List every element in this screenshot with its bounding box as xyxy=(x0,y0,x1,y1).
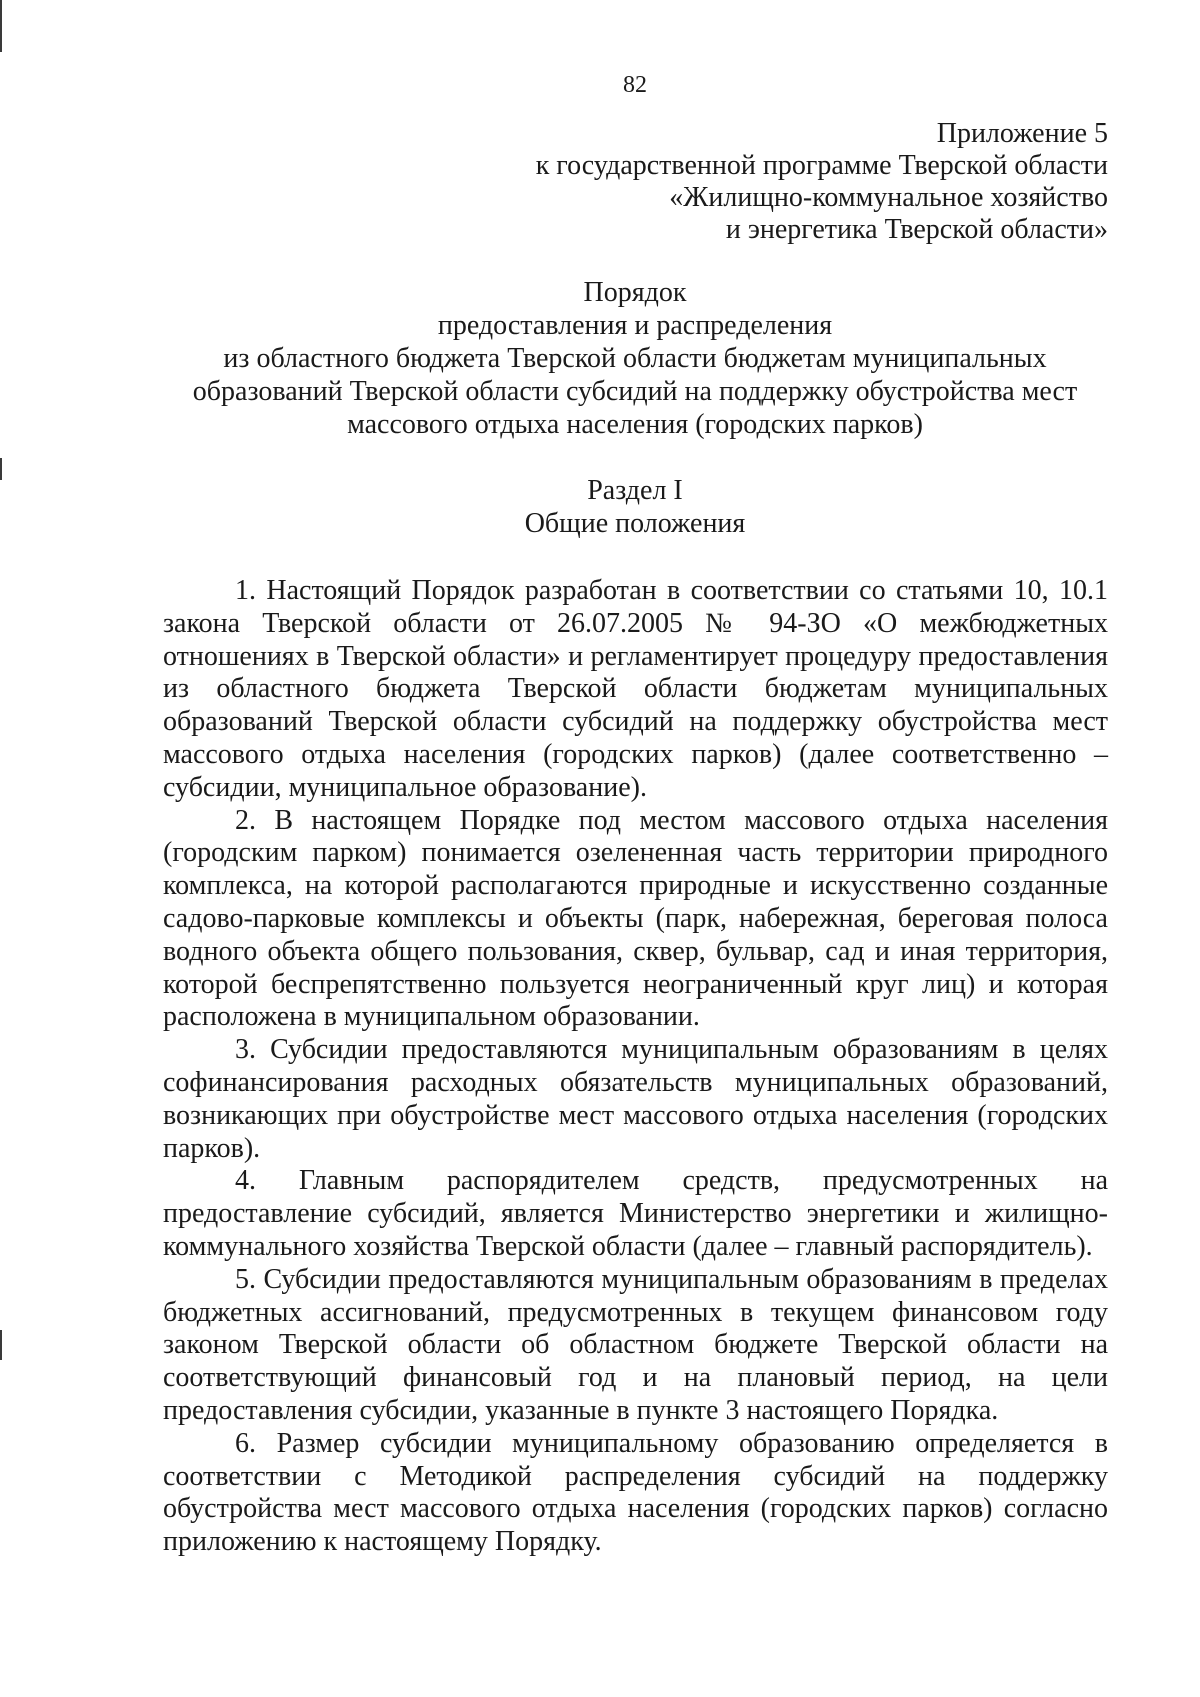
paragraph-2: 2. В настоящем Порядке под местом массового отдыха населения (городским парком) понимается озелененная часть территории природного комплекса, на которой располагаются природные и искусственно созданные садово-парковые комплексы и объекты (парк, набережная, береговая полоса водного объекта общего пользования, сквер, бульвар, сад и иная территория, которой беспрепятственно пользуется неограниченный круг лиц) и которая расположена в муниципальном образовании. xyxy=(163,804,1108,1033)
paragraph-1: 1. Настоящий Порядок разработан в соответствии со статьями 10, 10.1 закона Тверской области от 26.07.2005 № 94-ЗО «О межбюджетных отношениях в Тверской области» и регламентирует процедуру предоставления из областного бюджета Тверской области бюджетам муниципальных образований Тверской области субсидий на поддержку обустройства мест массового отдыха населения (городских парков) (далее соответственно – субсидии, муниципальное образование). xyxy=(163,575,1108,803)
section-number: Раздел I xyxy=(587,475,683,506)
title-line: массового отдыха населения (городских парков) xyxy=(347,409,923,440)
paragraph-3: 3. Субсидии предоставляются муниципальным образованиям в целях софинансирования расходных обязательств муниципальных образований, возникающих при обустройстве мест массового отдыха населения (городских парков). xyxy=(163,1034,1108,1164)
appendix-line: «Жилищно-коммунальное хозяйство xyxy=(669,182,1108,213)
document-title xyxy=(150,276,1120,441)
section-name: Общие положения xyxy=(524,508,746,539)
paragraph-6: 6. Размер субсидии муниципальному образованию определяется в соответствии с Методикой распределения субсидий на поддержку обустройства мест массового отдыха населения (городских парков) согласно приложению к настоящему Порядку. xyxy=(163,1427,1108,1558)
scan-edge-mark xyxy=(0,458,2,480)
paragraph-4: 4. Главным распорядителем средств, предусмотренных на предоставление субсидий, является Министерство энергетики и жилищно-коммунального хозяйства Тверской области (далее – главный распорядитель). xyxy=(163,1165,1108,1262)
appendix-line: и энергетика Тверской области» xyxy=(725,214,1108,245)
title-heading: Порядок xyxy=(583,277,687,308)
scan-edge-mark xyxy=(0,1330,2,1360)
paragraph-5: 5. Субсидии предоставляются муниципальным образованиям в пределах бюджетных ассигнований, предусмотренных в текущем финансовом году законом Тверской области об областном бюджете Тверской области на соответствующий финансовый год и на плановый период, на цели предоставления субсидии, указанные в пункте 3 настоящего Порядка. xyxy=(163,1263,1108,1426)
page-number: 82 xyxy=(623,72,647,98)
section-heading xyxy=(150,474,1120,540)
title-line: из областного бюджета Тверской области бюджетам муниципальных xyxy=(223,343,1047,374)
appendix-line: к государственной программе Тверской области xyxy=(535,150,1108,181)
title-line: образований Тверской области субсидий на поддержку обустройства мест xyxy=(192,376,1078,407)
document-body xyxy=(163,575,1108,1559)
title-line: предоставления и распределения xyxy=(437,310,833,341)
appendix-line: Приложение 5 xyxy=(936,118,1108,149)
scan-edge-mark xyxy=(0,0,2,52)
appendix-header xyxy=(536,118,1108,246)
